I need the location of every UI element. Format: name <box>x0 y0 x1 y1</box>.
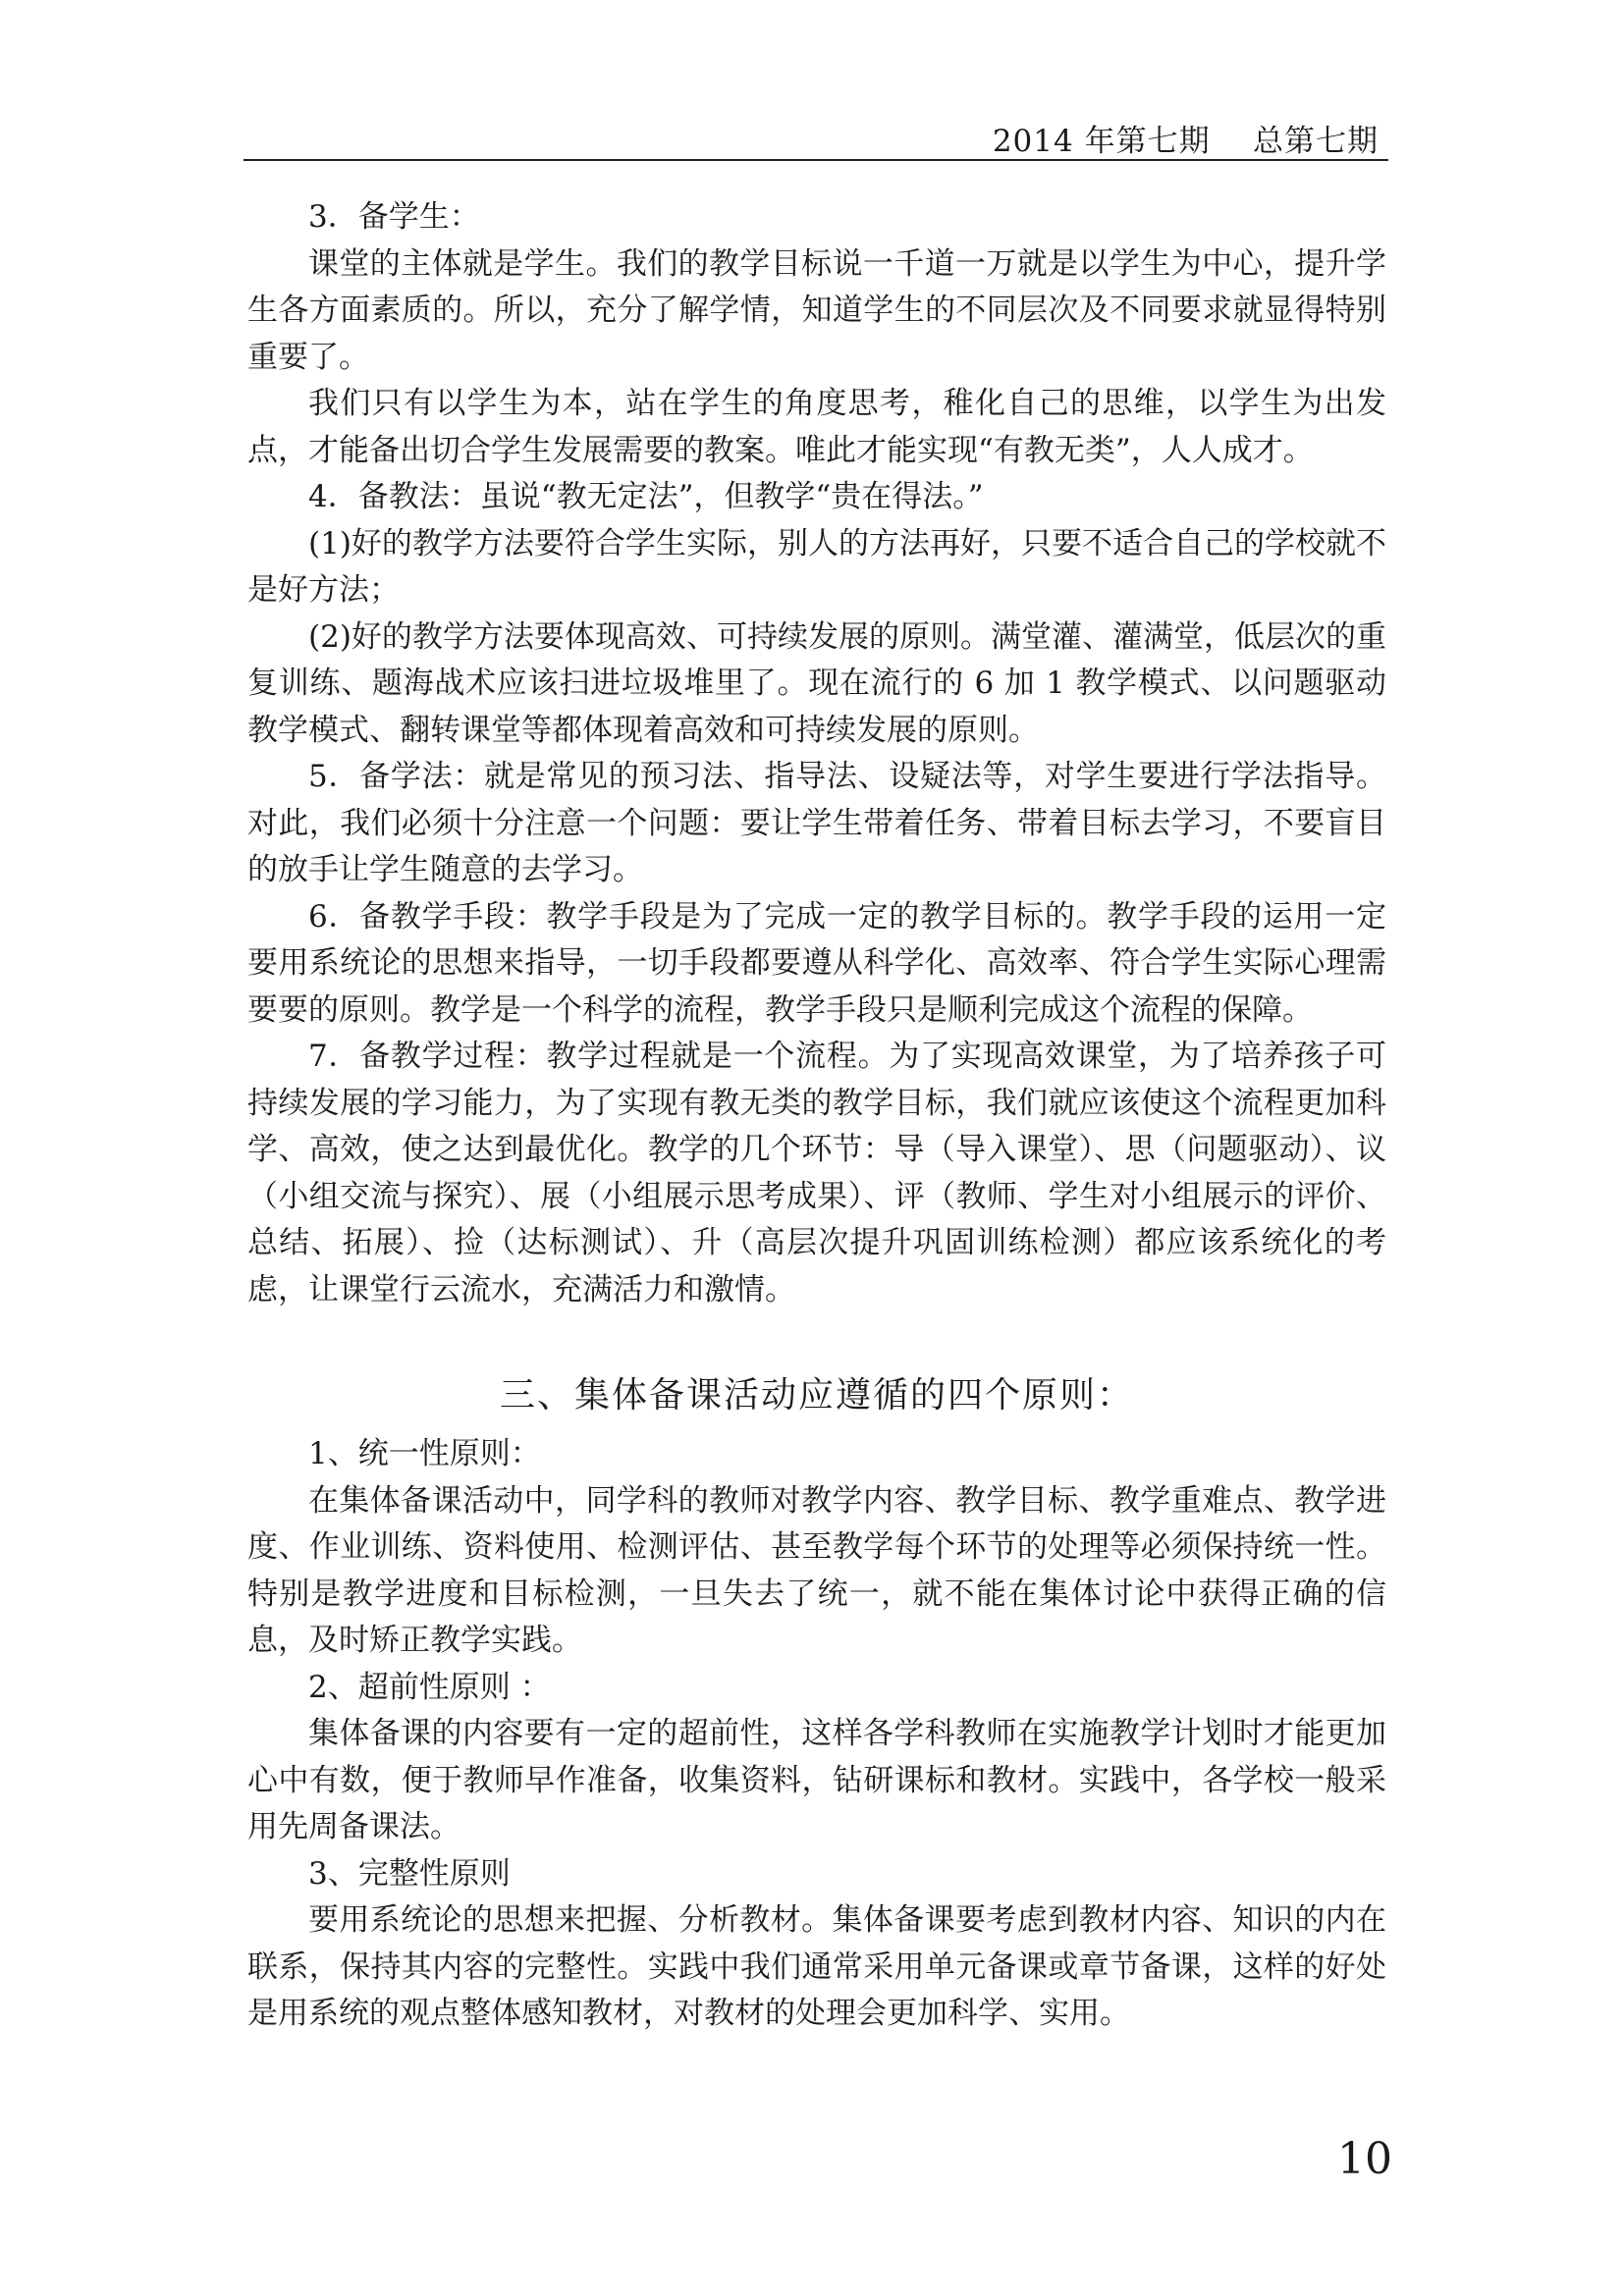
item-6-paragraph: 6．备教学手段：教学手段是为了完成一定的教学目标的。教学手段的运用一定要用系统论的思想来指导，一切手段都要遵从科学化、高效率、符合学生实际心理需要要的原则。教学是一个科学的流程，教学手段只是顺利完成这个流程的保障。 <box>247 898 1386 1028</box>
item-4-point-2: (2)好的教学方法要体现高效、可持续发展的原则。满堂灌、灌满堂，低层次的重复训练、题海战术应该扫进垃圾堆里了。现在流行的 6 加 1 教学模式、以问题驱动教学模式、翻转课堂等都体现着高效和可持续发展的原则。 <box>247 618 1386 748</box>
running-header <box>244 112 1388 161</box>
article-body <box>247 194 1386 2038</box>
item-5-paragraph: 5．备学法：就是常见的预习法、指导法、设疑法等，对学生要进行学法指导。对此，我们必须十分注意一个问题：要让学生带着任务、带着目标去学习，不要盲目的放手让学生随意的去学习。 <box>247 759 1386 887</box>
item-4-title: 4．备教法：虽说“教无定法”，但教学“贵在得法。” <box>308 479 984 514</box>
item-4-point-1: (1)好的教学方法要符合学生实际，别人的方法再好，只要不适合自己的学校就不是好方法； <box>247 525 1386 608</box>
issue-label: 2014 年第七期 总第七期 <box>992 124 1379 159</box>
page-number: 10 <box>1337 2134 1392 2184</box>
principle-2-body: 集体备课的内容要有一定的超前性，这样各学科教师在实施教学计划时才能更加心中有数，便于教师早作准备，收集资料，钻研课标和教材。实践中，各学校一般采用先周备课法。 <box>247 1716 1386 1844</box>
item-3-paragraph-2: 我们只有以学生为本，站在学生的角度思考，稚化自己的思维，以学生为出发点，才能备出切合学生发展需要的教案。唯此才能实现“有教无类”，人人成才。 <box>247 386 1386 468</box>
item-3-paragraph-1: 课堂的主体就是学生。我们的教学目标说一千道一万就是以学生为中心，提升学生各方面素质的。所以，充分了解学情，知道学生的不同层次及不同要求就显得特别重要了。 <box>247 245 1386 375</box>
item-3-title: 3．备学生： <box>308 199 480 235</box>
principle-3-title: 3、完整性原则 <box>308 1855 511 1892</box>
principle-1-body: 在集体备课活动中，同学科的教师对教学内容、教学目标、教学重难点、教学进度、作业训练、资料使用、检测评估、甚至教学每个环节的处理等必须保持统一性。特别是教学进度和目标检测，一旦失去了统一，就不能在集体讨论中获得正确的信息，及时矫正教学实践。 <box>247 1482 1386 1658</box>
principle-1-title: 1、统一性原则： <box>308 1436 541 1471</box>
section-heading: 三、集体备课活动应遵循的四个原则： <box>499 1375 1134 1415</box>
principle-2-title: 2、超前性原则 ： <box>308 1669 551 1705</box>
item-7-paragraph: 7．备教学过程：教学过程就是一个流程。为了实现高效课堂，为了培养孩子可持续发展的学习能力，为了实现有教无类的教学目标，我们就应该使这个流程更加科学、高效，使之达到最优化。教学的几个环节：导（导入课堂）、思（问题驱动）、议（小组交流与探究）、展（小组展示思考成果）、评（教师、学生对小组展示的评价、总结、拓展）、捡（达标测试）、升（高层次提升巩固训练检测）都应该系统化的考虑，让课堂行云流水，充满活力和激情。 <box>247 1039 1386 1308</box>
principle-3-body: 要用系统论的思想来把握、分析教材。集体备课要考虑到教材内容、知识的内在联系，保持其内容的完整性。实践中我们通常采用单元备课或章节备课，这样的好处是用系统的观点整体感知教材，对教材的处理会更加科学、实用。 <box>247 1902 1386 2031</box>
